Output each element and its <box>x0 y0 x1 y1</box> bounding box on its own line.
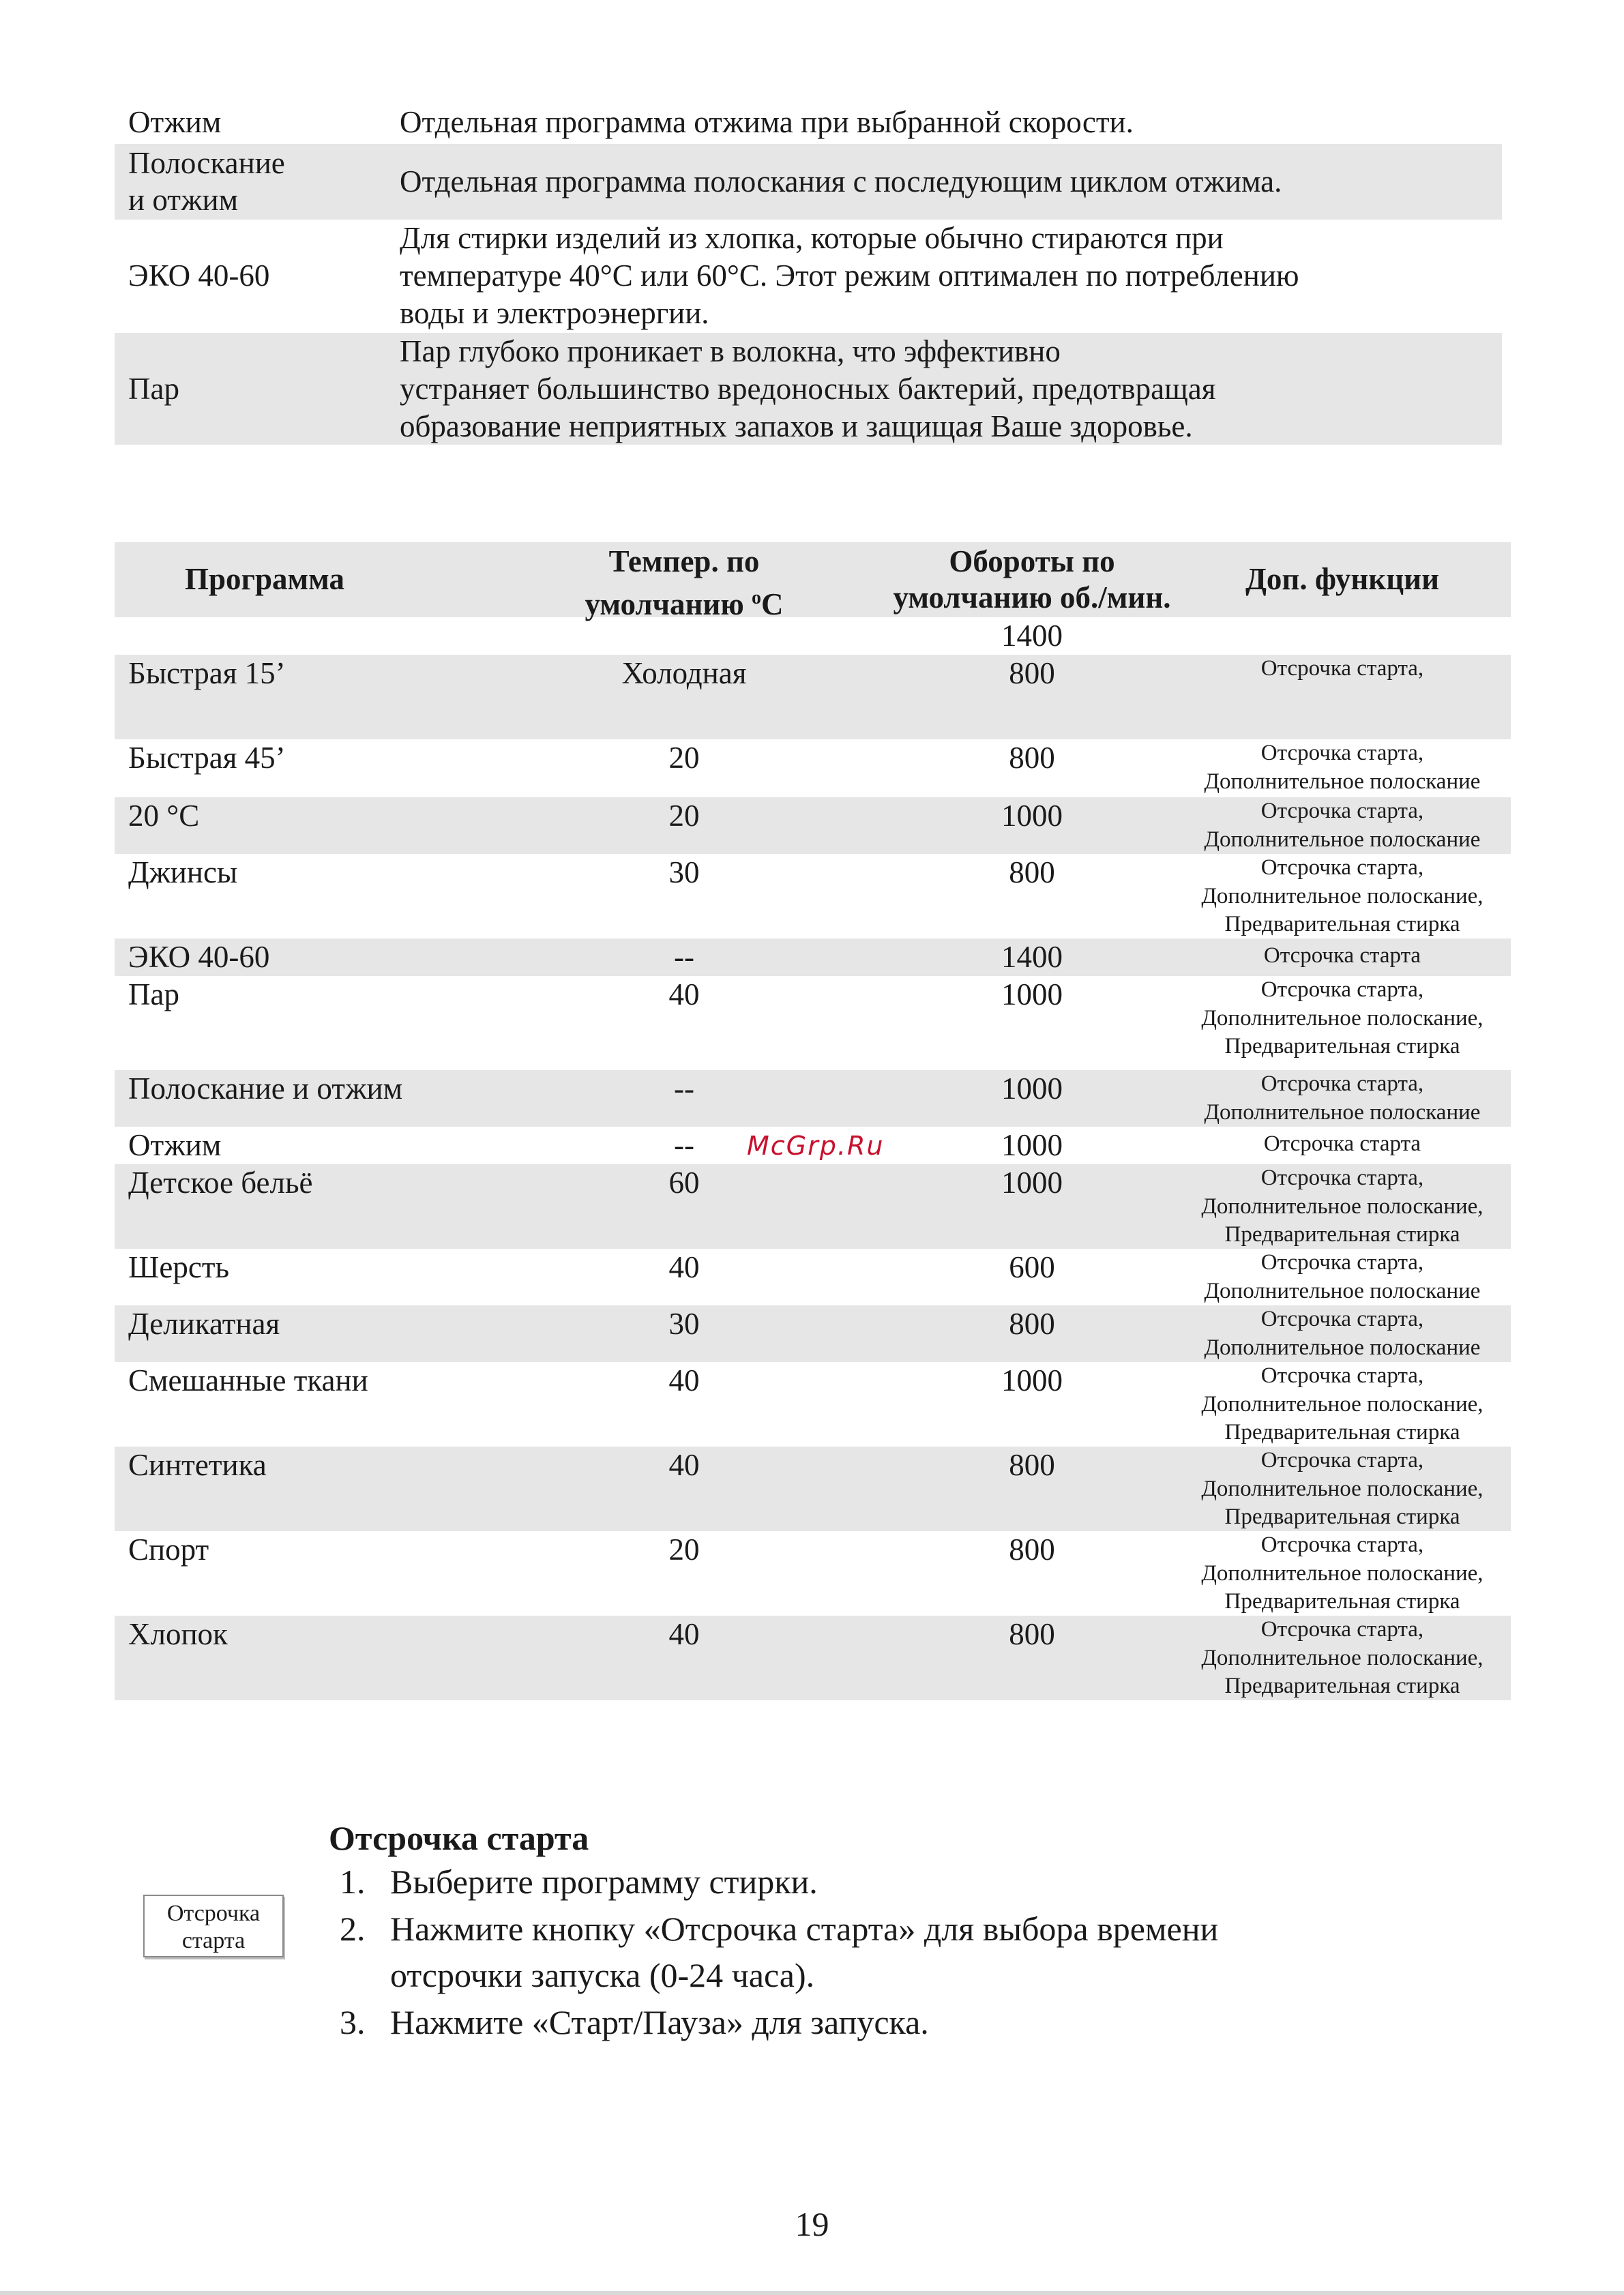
spin-cell: 800 <box>1009 855 1055 889</box>
desc-name: Отжим <box>128 105 222 139</box>
function-line: Предварительная стирка <box>1224 1505 1460 1529</box>
header-temp <box>524 544 844 623</box>
step-number: 3. <box>340 2003 366 2041</box>
desc-text: устраняет большинство вредоносных бактерий, предотвращая <box>400 372 1216 406</box>
desc-name: Пар <box>128 372 179 406</box>
function-line: Предварительная стирка <box>1224 1034 1460 1058</box>
temp-cell: 40 <box>668 1448 700 1482</box>
functions-cell <box>1179 1616 1506 1701</box>
page-number: 19 <box>795 2205 829 2243</box>
temp-cell: Холодная <box>621 656 747 690</box>
table-header <box>115 542 1511 621</box>
function-line: Дополнительное полоскание, <box>1201 1005 1483 1031</box>
function-line: Отсрочка старта, <box>1260 855 1424 880</box>
temp-cell: 30 <box>668 855 700 889</box>
desc-text: Отдельная программа отжима при выбранной скорости. <box>400 105 1134 139</box>
spin-cell: 1000 <box>1001 1071 1063 1106</box>
function-line: Отсрочка старта, <box>1260 1307 1424 1331</box>
function-line: Дополнительное полоскание, <box>1201 1560 1483 1586</box>
function-line: Дополнительное полоскание <box>1204 769 1481 794</box>
spin-cell: 800 <box>1009 741 1055 775</box>
functions-cell <box>1179 797 1506 854</box>
step-text: Выберите программу стирки. <box>390 1863 818 1901</box>
spin-cell: 1000 <box>1001 977 1063 1011</box>
program-cell: Пар <box>128 977 179 1011</box>
button-label-line: Отсрочка <box>166 1901 261 1926</box>
functions-cell <box>1179 1164 1506 1249</box>
spin-cell: 800 <box>1009 1307 1055 1341</box>
program-cell: ЭКО 40-60 <box>128 940 270 974</box>
step-text: отсрочки запуска (0-24 часа). <box>390 1956 815 1994</box>
watermark: McGrp.Ru <box>747 1131 885 1161</box>
header-temp-degree: o <box>752 587 761 608</box>
function-line: Дополнительное полоскание, <box>1201 1645 1483 1670</box>
function-line: Отсрочка старта, <box>1260 1166 1424 1190</box>
function-line: Дополнительное полоскание <box>1204 1278 1481 1303</box>
step-number: 1. <box>340 1863 366 1901</box>
bottom-divider <box>0 2291 1624 2295</box>
functions-cell <box>1179 1531 1506 1616</box>
function-line: Дополнительное полоскание <box>1204 1335 1481 1360</box>
table-row <box>115 1362 1511 1447</box>
section-title: Отсрочка старта <box>329 1819 589 1857</box>
header-spin-line1: Обороты по <box>949 544 1115 578</box>
function-line: Отсрочка старта, <box>1260 656 1424 681</box>
header-temp-unit: C <box>761 587 784 621</box>
function-line: Предварительная стирка <box>1224 912 1460 936</box>
functions-cell <box>1179 655 1506 683</box>
functions-cell <box>1179 1362 1506 1447</box>
temp-cell: 30 <box>668 1307 700 1341</box>
desc-row-eco <box>115 220 1502 333</box>
temp-cell: 40 <box>668 977 700 1011</box>
step-number: 2. <box>340 1910 366 1948</box>
table-row <box>115 797 1511 854</box>
table-row <box>115 1070 1511 1127</box>
desc-text: воды и электроэнергии. <box>400 296 709 330</box>
desc-text: Отдельная программа полоскания с последующим циклом отжима. <box>400 164 1282 198</box>
functions-cell <box>1179 1305 1506 1362</box>
program-cell: Отжим <box>128 1128 222 1162</box>
spin-cell: 1000 <box>1001 1166 1063 1200</box>
functions-cell <box>1179 1447 1506 1532</box>
functions-cell <box>1179 976 1506 1061</box>
program-cell: 20 °C <box>128 799 200 833</box>
desc-name: Полоскание <box>128 146 285 180</box>
function-line: Предварительная стирка <box>1224 1589 1460 1614</box>
header-temp-line1: Темпер. по <box>608 544 760 578</box>
spin-cell: 1000 <box>1001 799 1063 833</box>
function-line: Предварительная стирка <box>1224 1222 1460 1247</box>
desc-text: Для стирки изделий из хлопка, которые обычно стираются при <box>400 221 1224 255</box>
desc-text: Пар глубоко проникает в волокна, что эффективно <box>400 334 1061 368</box>
spin-cell: 1000 <box>1001 1363 1063 1397</box>
spin-cell: 800 <box>1009 1448 1055 1482</box>
table-row <box>115 1531 1511 1616</box>
spin-cell: 1400 <box>1001 940 1063 974</box>
temp-cell: 60 <box>668 1166 700 1200</box>
step-text: Нажмите кнопку «Отсрочка старта» для выбора времени <box>390 1910 1219 1948</box>
function-line: Отсрочка старта <box>1263 943 1421 968</box>
program-cell: Смешанные ткани <box>128 1363 368 1397</box>
program-cell: Спорт <box>128 1533 209 1567</box>
spin-cell: 800 <box>1009 1617 1055 1651</box>
table-row <box>115 1305 1511 1362</box>
function-line: Дополнительное полоскание <box>1204 827 1481 852</box>
button-label-line: старта <box>181 1928 246 1953</box>
functions-cell <box>1179 739 1506 796</box>
temp-cell: 40 <box>668 1250 700 1284</box>
header-temp-line2 <box>524 580 844 623</box>
program-cell: Полоскание и отжим <box>128 1071 403 1106</box>
temp-cell: 20 <box>668 741 700 775</box>
function-line: Отсрочка старта, <box>1260 1448 1424 1472</box>
table-row <box>115 1164 1511 1249</box>
temp-cell: 40 <box>668 1617 700 1651</box>
function-line: Отсрочка старта, <box>1260 1071 1424 1096</box>
delay-start-button-illustration <box>143 1895 284 1957</box>
function-line: Дополнительное полоскание, <box>1201 883 1483 908</box>
program-cell: Деликатная <box>128 1307 280 1341</box>
program-cell: Шерсть <box>128 1250 230 1284</box>
temp-cell: -- <box>674 1071 694 1106</box>
function-line: Дополнительное полоскание, <box>1201 1194 1483 1219</box>
spin-cell: 800 <box>1009 1533 1055 1567</box>
functions-cell <box>1179 1249 1506 1305</box>
function-line: Отсрочка старта <box>1263 1131 1421 1156</box>
function-line: Отсрочка старта, <box>1260 1617 1424 1642</box>
step-text: Нажмите «Старт/Пауза» для запуска. <box>390 2003 929 2041</box>
desc-name: и отжим <box>128 183 239 217</box>
desc-text: образование неприятных запахов и защищая Ваше здоровье. <box>400 409 1193 443</box>
header-temp-text: умолчанию <box>585 587 752 621</box>
header-spin <box>872 544 1192 616</box>
program-cell: Детское бельё <box>128 1166 313 1200</box>
function-line: Предварительная стирка <box>1224 1674 1460 1698</box>
spin-cell: 800 <box>1009 656 1055 690</box>
function-line: Отсрочка старта, <box>1260 977 1424 1002</box>
table-row <box>115 617 1511 655</box>
spin-cell: 1000 <box>1001 1128 1063 1162</box>
temp-cell: -- <box>674 940 694 974</box>
program-cell: Хлопок <box>128 1617 228 1651</box>
table-row <box>115 1249 1511 1305</box>
program-cell: Быстрая 15’ <box>128 656 286 690</box>
program-cell: Джинсы <box>128 855 238 889</box>
function-line: Дополнительное полоскание, <box>1201 1391 1483 1417</box>
table-row <box>115 1616 1511 1700</box>
temp-cell: 20 <box>668 1533 700 1567</box>
functions-cell <box>1179 854 1506 939</box>
table-row <box>115 739 1511 797</box>
header-functions: Доп. функции <box>1245 562 1440 596</box>
function-line: Дополнительное полоскание <box>1204 1099 1481 1125</box>
program-cell: Быстрая 45’ <box>128 741 286 775</box>
header-spin-line2: умолчанию об./мин. <box>893 580 1171 615</box>
table-row <box>115 854 1511 938</box>
desc-row-steam <box>115 333 1502 445</box>
function-line: Отсрочка старта, <box>1260 799 1424 823</box>
desc-text: температуре 40°C или 60°C. Этот режим оптимален по потреблению <box>400 258 1299 293</box>
functions-cell <box>1179 1130 1506 1159</box>
functions-cell <box>1179 942 1506 971</box>
header-program: Программа <box>185 562 344 596</box>
temp-cell: 40 <box>668 1363 700 1397</box>
function-line: Отсрочка старта, <box>1260 1250 1424 1275</box>
function-line: Отсрочка старта, <box>1260 1533 1424 1557</box>
temp-cell: -- <box>674 1128 694 1162</box>
spin-cell: 1400 <box>1001 619 1063 653</box>
functions-cell <box>1179 1070 1506 1127</box>
function-line: Предварительная стирка <box>1224 1420 1460 1445</box>
spin-cell: 600 <box>1009 1250 1055 1284</box>
program-cell: Синтетика <box>128 1448 267 1482</box>
desc-name: ЭКО 40-60 <box>128 258 270 293</box>
function-line: Отсрочка старта, <box>1260 741 1424 765</box>
table-row <box>115 976 1511 1070</box>
desc-row-spin <box>115 102 1502 142</box>
table-row <box>115 938 1511 976</box>
table-row <box>115 1447 1511 1531</box>
function-line: Дополнительное полоскание, <box>1201 1476 1483 1501</box>
function-line: Отсрочка старта, <box>1260 1363 1424 1388</box>
table-row <box>115 655 1511 739</box>
desc-row-rinse-spin <box>115 144 1502 220</box>
temp-cell: 20 <box>668 799 700 833</box>
